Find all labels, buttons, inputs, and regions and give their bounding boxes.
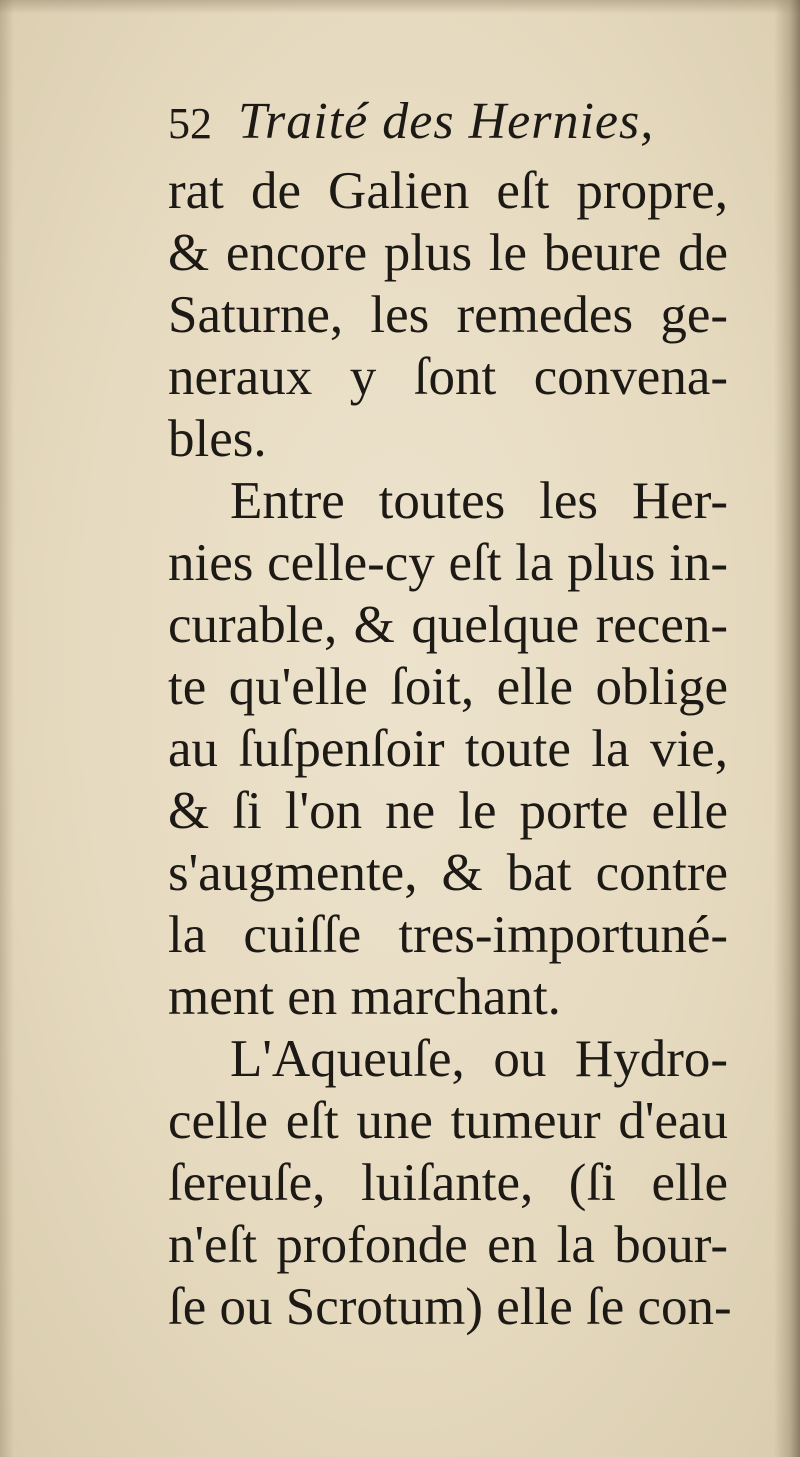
page-edge-right [774,0,800,1457]
paragraph-first-line: L'Aqueuſe, ou Hydro- [230,1030,728,1088]
text-line: ſereuſe, luiſante, (ſi elle [168,1154,728,1212]
text-line: rat de Galien eſt propre, [168,162,728,220]
page-edge-top [0,0,800,14]
text-line: & encore plus le beure de [168,224,728,282]
text-line: ment en marchant. [168,968,561,1026]
page-header [168,92,728,156]
running-title: Traité des Hernies, [238,93,655,150]
text-line: n'eſt profonde en la bour- [168,1216,728,1274]
text-line: te qu'elle ſoit, elle oblige [168,658,728,716]
text-line: & ſi l'on ne le porte elle [168,782,728,840]
text-line: nies celle-cy eſt la plus in- [168,534,728,592]
text-line: au ſuſpenſoir toute la vie, [168,720,728,778]
page-edge-left [0,0,14,1457]
text-line: bles. [168,410,267,468]
text-line: neraux y ſont convena- [168,348,728,406]
page-number: 52 [168,99,212,148]
text-line: ſe ou Scrotum) elle ſe con- [168,1278,732,1336]
text-line: la cuiſſe tres-importuné- [168,906,728,964]
body-text [168,160,732,1338]
text-line: Saturne, les remedes ge- [168,286,728,344]
text-line: s'augmente, & bat contre [168,844,728,902]
text-line: curable, & quelque recen- [168,596,728,654]
text-line: celle eſt une tumeur d'eau [168,1092,728,1150]
paragraph-first-line: Entre toutes les Her- [230,472,728,530]
